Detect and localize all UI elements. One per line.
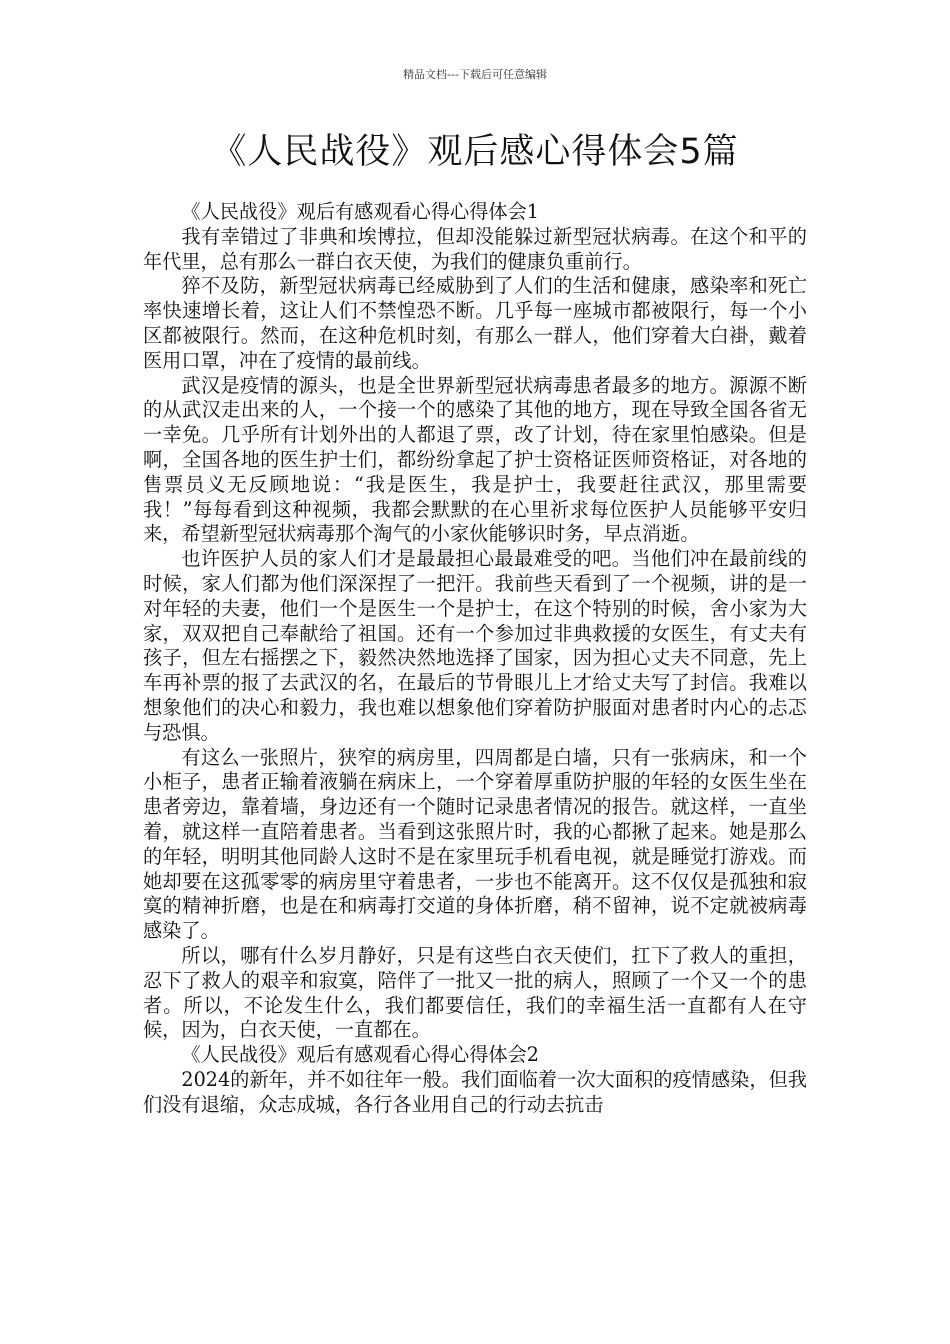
document-body <box>143 200 807 1117</box>
paragraph: 也许医护人员的家人们才是最最担心最最难受的吧。当他们冲在最前线的时候，家人们都为他们深深捏了一把汗。我前些天看到了一个视频，讲的是一对年轻的夫妻，他们一个是医生一个是护士，在这个特别的时候，舍小家为大家，双双把自己奉献给了祖国。还有一个参加过非典救援的女医生，有丈夫有孩子，但左右摇摆之下，毅然决然地选择了国家，因为担心丈夫不同意，先上车再补票的报了去武汉的名，在最后的节骨眼儿上才给丈夫写了封信。我难以想象他们的决心和毅力，我也难以想象他们穿着防护服面对患者时内心的忐忑与恐惧。 <box>143 547 807 744</box>
paragraph: 我有幸错过了非典和埃博拉，但却没能躲过新型冠状病毒。在这个和平的年代里，总有那么一群白衣天使，为我们的健康负重前行。 <box>143 224 807 273</box>
paragraph: 2024的新年，并不如往年一般。我们面临着一次大面积的疫情感染，但我们没有退缩，众志成城，各行各业用自己的行动去抗击 <box>143 1067 807 1116</box>
section-heading-2: 《人民战役》观后有感观看心得心得体会2 <box>181 1043 539 1067</box>
document-title: 《人民战役》观后感心得体会5篇 <box>211 132 739 172</box>
paragraph: 所以，哪有什么岁月静好，只是有这些白衣天使们，扛下了救人的重担，忍下了救人的艰辛和寂寞，陪伴了一批又一批的病人，照顾了一个又一个的患者。所以，不论发生什么，我们都要信任，我们的幸福生活一直都有人在守候，因为，白衣天使，一直都在。 <box>143 943 807 1042</box>
paragraph: 武汉是疫情的源头，也是全世界新型冠状病毒患者最多的地方。源源不断的从武汉走出来的人，一个接一个的感染了其他的地方，现在导致全国各省无一幸免。几乎所有计划外出的人都退了票，改了计划，待在家里怕感染。但是啊，全国各地的医生护士们，都纷纷拿起了护士资格证医师资格证，对各地的售票员义无反顾地说：“我是医生，我是护士，我要赶往武汉，那里需要我！”每每看到这种视频，我都会默默的在心里祈求每位医护人员能够平安归来，希望新型冠状病毒那个淘气的小家伙能够识时务，早点消逝。 <box>143 373 807 546</box>
paragraph: 猝不及防，新型冠状病毒已经威胁到了人们的生活和健康，感染率和死亡率快速增长着，这让人们不禁惶恐不断。几乎每一座城市都被限行，每一个小区都被限行。然而，在这种危机时刻，有那么一群人，他们穿着大白褂，戴着医用口罩，冲在了疫情的最前线。 <box>143 274 807 372</box>
section-heading-1: 《人民战役》观后有感观看心得心得体会1 <box>181 200 539 223</box>
header-note: 精品文档---下载后可任意编辑 <box>403 68 547 81</box>
paragraph: 有这么一张照片，狭窄的病房里，四周都是白墙，只有一张病床，和一个小柜子，患者正输着液躺在病床上，一个穿着厚重防护服的年轻的女医生坐在患者旁边，靠着墙，身边还有一个随时记录患者情况的报告。就这样，一直坐着，就这样一直陪着患者。当看到这张照片时，我的心都揪了起来。她是那么的年轻，明明其他同龄人这时不是在家里玩手机看电视，就是睡觉打游戏。而她却要在这孤零零的病房里守着患者，一步也不能离开。这不仅仅是孤独和寂寞的精神折磨，也是在和病毒打交道的身体折磨，稍不留神，说不定就被病毒感染了。 <box>143 745 807 943</box>
